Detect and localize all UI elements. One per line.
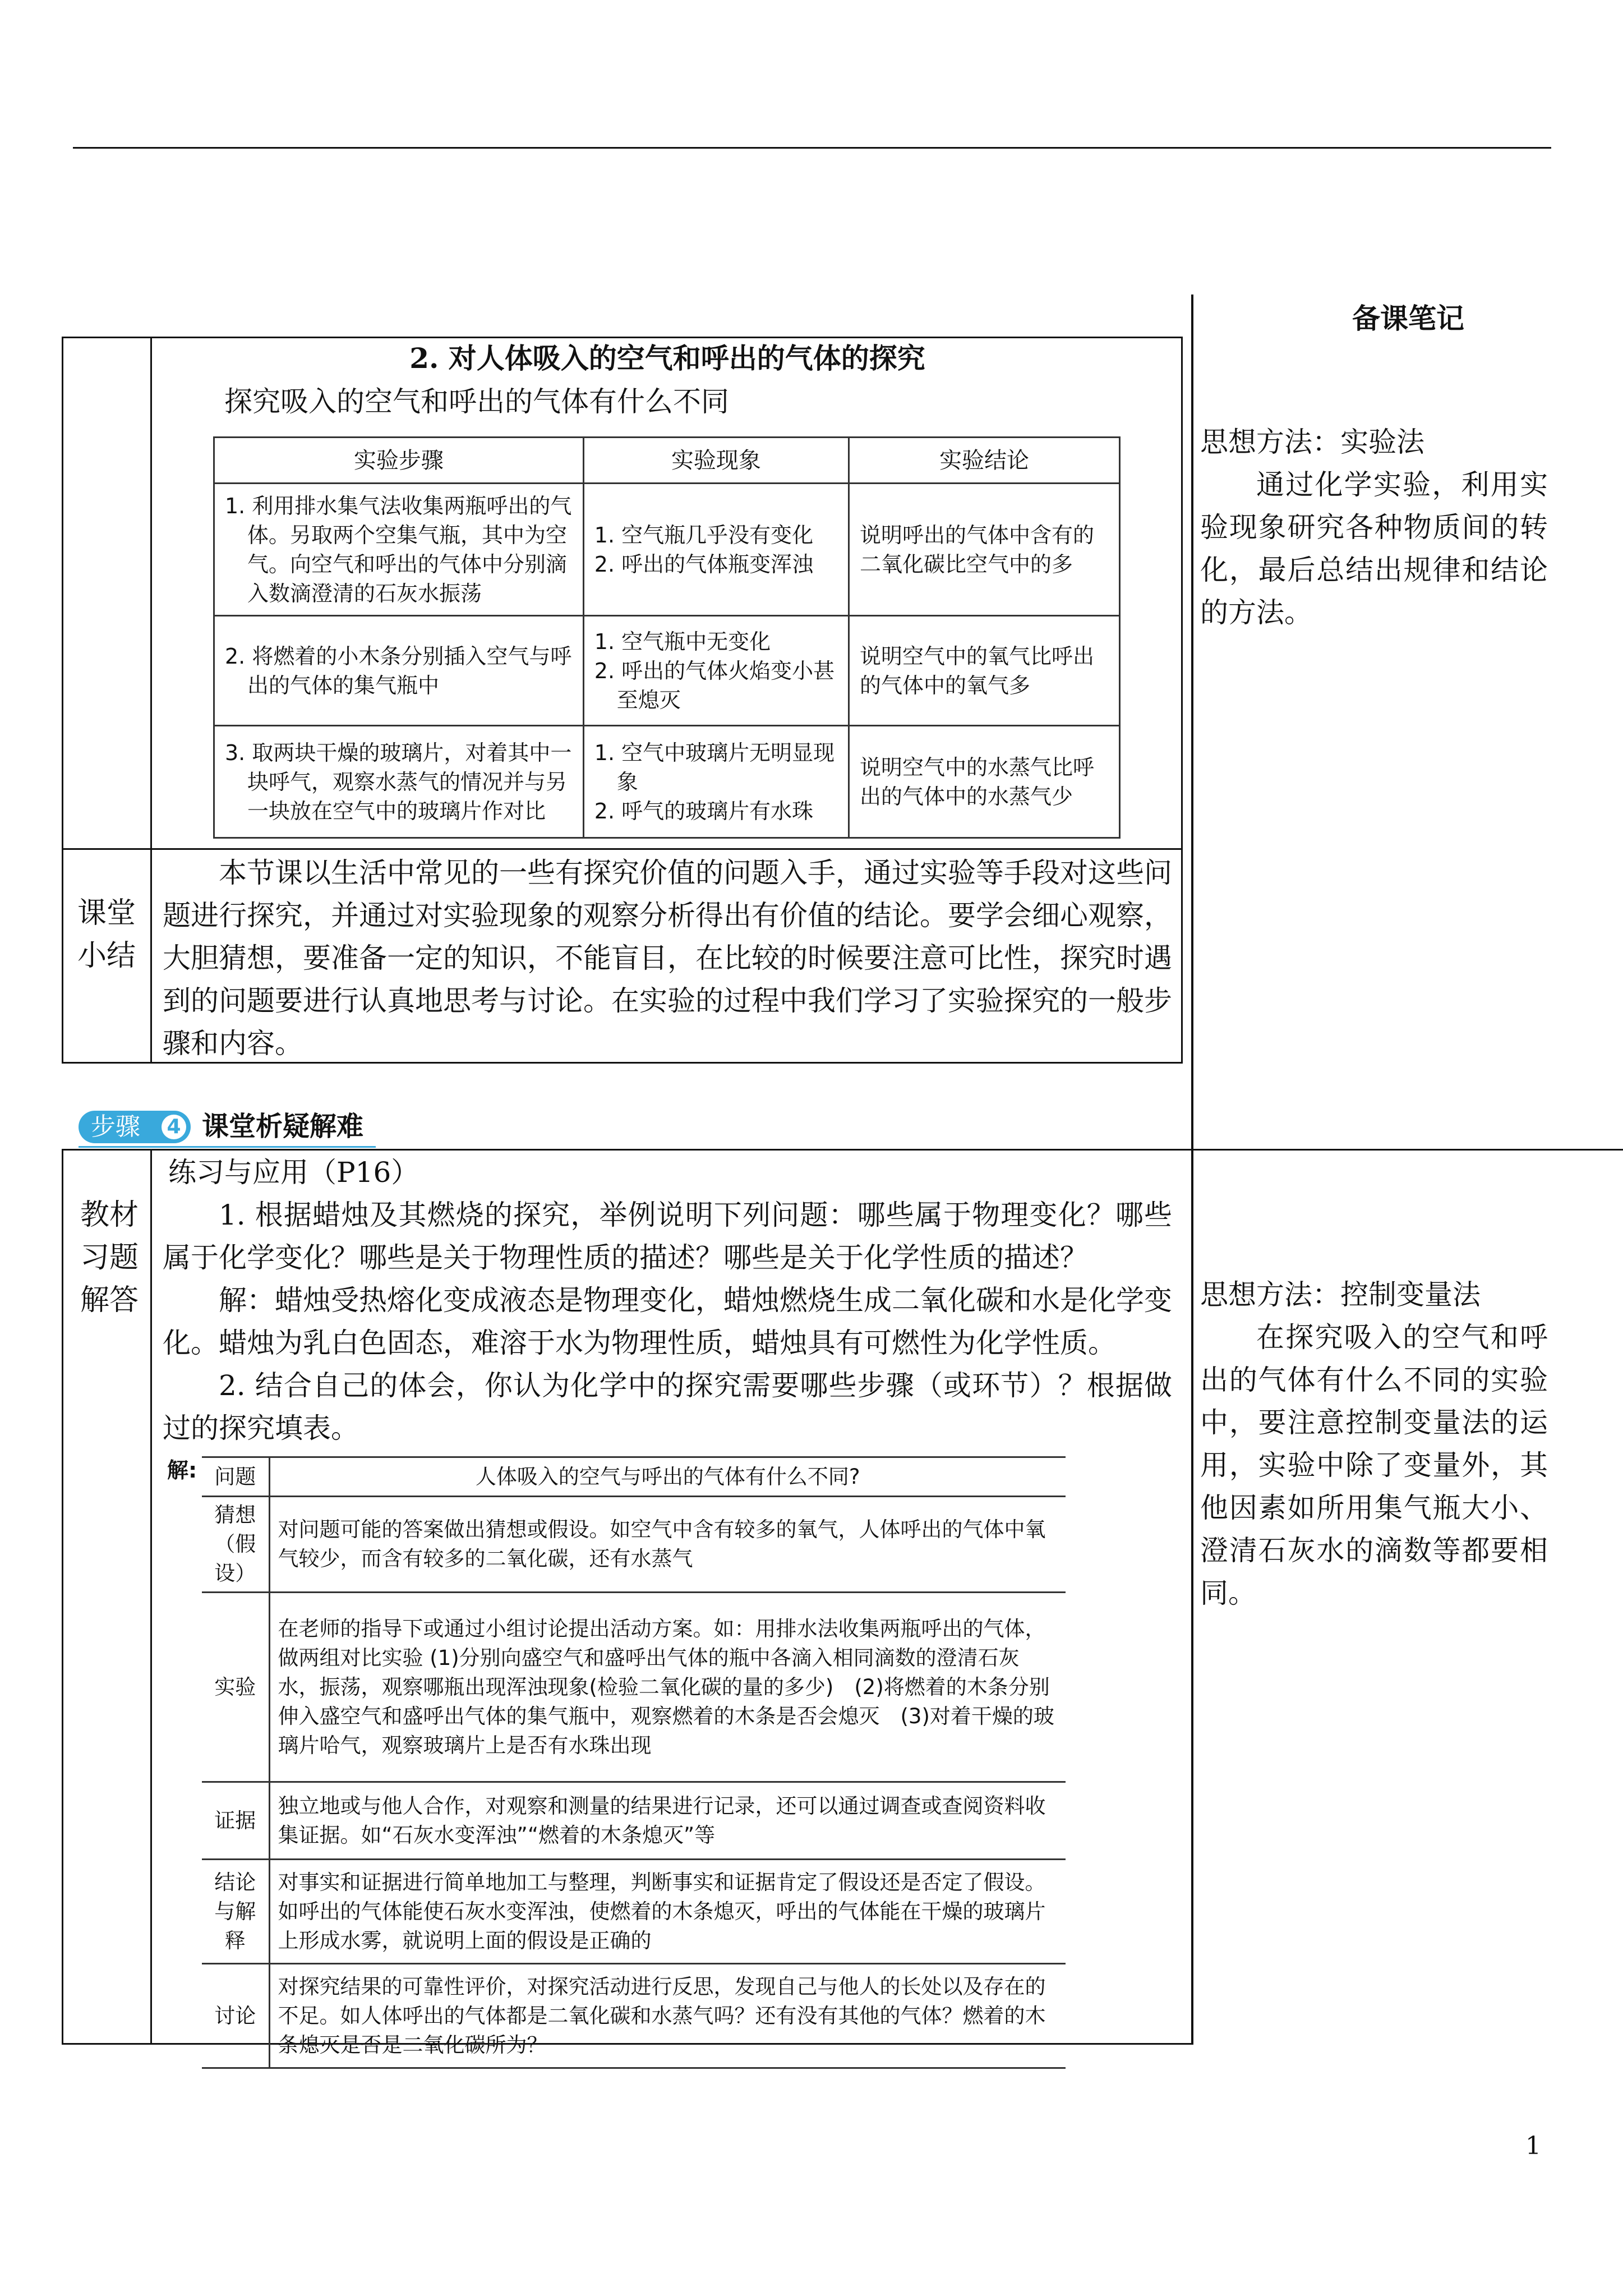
phenomenon-item: 2. 呼出的气体瓶变浑浊 [594, 551, 814, 577]
lower-label-divider [150, 1149, 152, 2045]
exercise-label: 教材习题解答 [80, 1198, 139, 1317]
notes-method-2-text: 在探究吸入的空气和呼出的气体有什么不同的实验中，要注意控制变量法的运用，实验中除了变量外，其他因素如所用集气瓶大小、澄清石灰水的滴数等都要相同。 [1200, 1321, 1548, 1609]
notes-method-1-label: 思想方法：实验法 [1200, 426, 1424, 458]
experiment-table-header [214, 438, 1120, 484]
question-1: 1. 根据蜡烛及其燃烧的探究，举例说明下列问题：哪些属于物理变化？哪些属于化学变化？哪些是关于物理性质的描述？哪些是关于化学性质的描述？ [163, 1199, 1172, 1274]
phenomenon-item: 1. 空气瓶几乎没有变化 [594, 522, 814, 547]
exercise-content [163, 1151, 1172, 1450]
section-title: 2. 对人体吸入的空气和呼出的气体的探究 [409, 342, 925, 375]
conclusion-cell: 说明空气中的氧气比呼出的气体中的氧气多 [859, 643, 1094, 698]
notes-method-1-text: 通过化学实验，利用实验现象研究各种物质间的转化，最后总结出规律和结论的方法。 [1200, 468, 1548, 629]
inquiry-text: 在老师的指导下或通过小组讨论提出活动方案。如：用排水法收集两瓶呼出的气体，做两组对比实验 (1)分别向盛空气和盛呼出气体的瓶中各滴入相同滴数的澄清石灰水，振荡，观察哪瓶出现浑浊现象(检验二氧化碳的量的多少) (2)将燃着的木条分别伸入盛空气和盛呼出气体的集气瓶中，观察燃着的木条是否会熄灭 (3)对着干燥的玻璃片哈气，观察玻璃片上是否有水珠出现 [269, 1593, 1066, 1782]
step-cell: 2. 将燃着的小木条分别插入空气与呼出的气体的集气瓶中 [225, 643, 572, 698]
header-phenomena: 实验现象 [583, 438, 849, 484]
step-badge [79, 1111, 191, 1143]
notes-divider [1193, 1149, 1623, 1151]
inquiry-label: 讨论 [202, 1964, 269, 2068]
header-steps: 实验步骤 [214, 438, 584, 484]
experiment-table [213, 436, 1121, 839]
inquiry-label: 证据 [202, 1782, 269, 1860]
step-cell: 1. 利用排水集气法收集两瓶呼出的气体。另取两个空集气瓶，其中为空气。向空气和呼出的气体中分别滴入数滴澄清的石灰水振荡 [225, 493, 572, 606]
table-row [214, 616, 1120, 726]
inquiry-label: 猜想（假设） [202, 1497, 269, 1593]
inquiry-text: 对问题可能的答案做出猜想或假设。如空气中含有较多的氧气，人体呼出的气体中氧气较少，而含有较多的二氧化碳，还有水蒸气 [269, 1497, 1066, 1593]
notes-method-2 [1200, 1273, 1548, 1614]
table-row [202, 1593, 1066, 1782]
inquiry-text: 人体吸入的空气与呼出的气体有什么不同? [269, 1457, 1066, 1497]
inquiry-label: 结论与解释 [202, 1860, 269, 1964]
table-row [202, 1964, 1066, 2068]
section-subtitle: 探究吸入的空气和呼出的气体有什么不同 [224, 385, 729, 418]
inquiry-text: 对事实和证据进行简单地加工与整理，判断事实和证据肯定了假设还是否定了假设。如呼出的气体能使石灰水变浑浊，使燃着的木条熄灭，呼出的气体能在干燥的玻璃片上形成水雾，就说明上面的假设是正确的 [269, 1860, 1066, 1964]
header-conclusion: 实验结论 [849, 438, 1119, 484]
summary-label: 课堂小结 [77, 896, 136, 973]
notes-method-1 [1200, 421, 1548, 634]
notes-title: 备课笔记 [1352, 302, 1464, 335]
table-row [202, 1457, 1066, 1497]
step-number: 4 [162, 1115, 186, 1139]
summary-text: 本节课以生活中常见的一些有探究价值的问题入手，通过实验等手段对这些问题进行探究，并通过对实验现象的观察分析得出有价值的结论。要学会细心观察，大胆猜想，要准备一定的知识，不能盲目，在比较的时候要注意可比性，探究时遇到的问题要进行认真地思考与讨论。在实验的过程中我们学习了实验探究的一般步骤和内容。 [163, 857, 1172, 1060]
step-badge-label: 步骤 [91, 1112, 140, 1141]
table-row [214, 484, 1120, 616]
inquiry-text: 独立地或与他人合作，对观察和测量的结果进行记录，还可以通过调查或查阅资料收集证据。如“石灰水变浑浊”“燃着的木条熄灭”等 [269, 1782, 1066, 1860]
inquiry-text: 对探究结果的可靠性评价，对探究活动进行反思，发现自己与他人的长处以及存在的不足。如人体呼出的气体都是二氧化碳和水蒸气吗？还有没有其他的气体？燃着的木条熄灭是否是二氧化碳所为？ [269, 1964, 1066, 2068]
step-cell: 3. 取两块干燥的玻璃片，对着其中一块呼气，观察水蒸气的情况并与另一块放在空气中的玻璃片作对比 [225, 740, 572, 823]
step-title-underline [79, 1146, 376, 1148]
step-title: 课堂析疑解难 [202, 1111, 364, 1142]
header-rule [73, 147, 1551, 149]
conclusion-cell: 说明空气中的水蒸气比呼出的气体中的水蒸气少 [859, 754, 1094, 809]
page-number: 1 [1525, 2132, 1541, 2160]
phenomenon-item: 1. 空气中玻璃片无明显现象 [594, 740, 835, 794]
table-row [202, 1860, 1066, 1964]
question-2: 2. 结合自己的体会，你认为化学中的探究需要哪些步骤（或环节）？根据做过的探究填表。 [163, 1369, 1172, 1444]
upper-label-divider [150, 337, 152, 1064]
phenomenon-item: 2. 呼气的玻璃片有水珠 [594, 798, 814, 823]
solve-label: 解: [167, 1458, 197, 1483]
table-row [202, 1497, 1066, 1593]
notes-method-2-label: 思想方法：控制变量法 [1200, 1278, 1481, 1311]
table-row [214, 726, 1120, 838]
summary-row-divider [62, 848, 1183, 850]
exercise-heading: 练习与应用（P16） [168, 1156, 419, 1189]
inquiry-label: 问题 [202, 1457, 269, 1497]
phenomenon-item: 1. 空气瓶中无变化 [594, 629, 771, 654]
answer-1: 解：蜡烛受热熔化变成液态是物理变化，蜡烛燃烧生成二氧化碳和水是化学变化。蜡烛为乳白色固态，难溶于水为物理性质，蜡烛具有可燃性为化学性质。 [163, 1284, 1172, 1359]
conclusion-cell: 说明呼出的气体中含有的二氧化碳比空气中的多 [859, 522, 1094, 577]
inquiry-label: 实验 [202, 1593, 269, 1782]
phenomenon-item: 2. 呼出的气体火焰变小甚至熄灭 [594, 658, 835, 712]
table-row [202, 1782, 1066, 1860]
inquiry-table [202, 1456, 1066, 2069]
